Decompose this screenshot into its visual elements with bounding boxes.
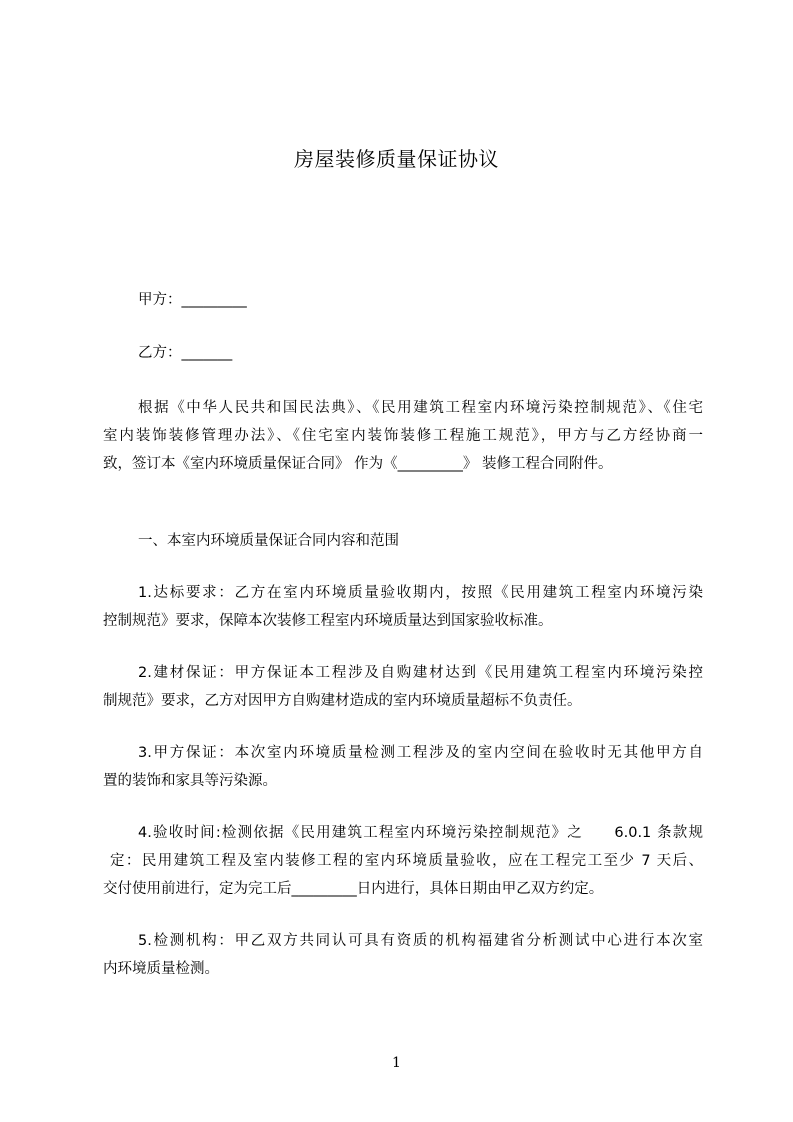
page-number: 1: [392, 1055, 401, 1071]
party-b-field: 乙方：_______: [138, 345, 233, 361]
intro-line-1: 根据《中华人民共和国民法典》、《民用建筑工程室内环境污染控制规范》、《住宅: [138, 400, 703, 416]
clause-5-line-1: 5.检测机构：甲乙双方共同认可具有资质的机构福建省分析测试中心进行本次室: [138, 933, 703, 949]
clause-4-line-2: 定：民用建筑工程及室内装修工程的室内环境质量验收，应在工程完工至少 7 天后、: [110, 853, 703, 869]
clause-4-line-3: 交付使用前进行，定为完工后_________日内进行，具体日期由甲乙双方约定。: [103, 881, 604, 897]
intro-line-2: 室内装饰装修管理办法》、《住宅室内装饰装修工程施工规范》，甲方与乙方经协商一: [103, 428, 703, 444]
clause-3-line-1: 3.甲方保证：本次室内环境质量检测工程涉及的室内空间在验收时无其他甲方自: [138, 745, 703, 761]
clause-2-line-2: 制规范》要求，乙方对因甲方自购建材造成的室内环境质量超标不负责任。: [103, 693, 582, 709]
intro-line-3: 致，签订本《室内环境质量保证合同》 作为《_________》 装修工程合同附件。: [103, 456, 613, 472]
clause-4-line-1: 4.验收时间:检测依据《民用建筑工程室内环境污染控制规范》之 6.0.1 条款规: [138, 825, 703, 841]
clause-1-line-2: 控制规范》要求，保障本次装修工程室内环境质量达到国家验收标准。: [103, 613, 553, 629]
document-title: 房屋装修质量保证协议: [294, 147, 499, 171]
section-heading: 一、本室内环境质量保证合同内容和范围: [138, 533, 399, 549]
clause-2-line-1: 2.建材保证：甲方保证本工程涉及自购建材达到《民用建筑工程室内环境污染控: [138, 665, 703, 681]
clause-1-line-1: 1.达标要求：乙方在室内环境质量验收期内，按照《民用建筑工程室内环境污染: [138, 585, 703, 601]
party-a-field: 甲方：_________: [138, 292, 247, 308]
clause-3-line-2: 置的装饰和家具等污染源。: [103, 773, 277, 789]
clause-5-line-2: 内环境质量检测。: [103, 961, 219, 977]
